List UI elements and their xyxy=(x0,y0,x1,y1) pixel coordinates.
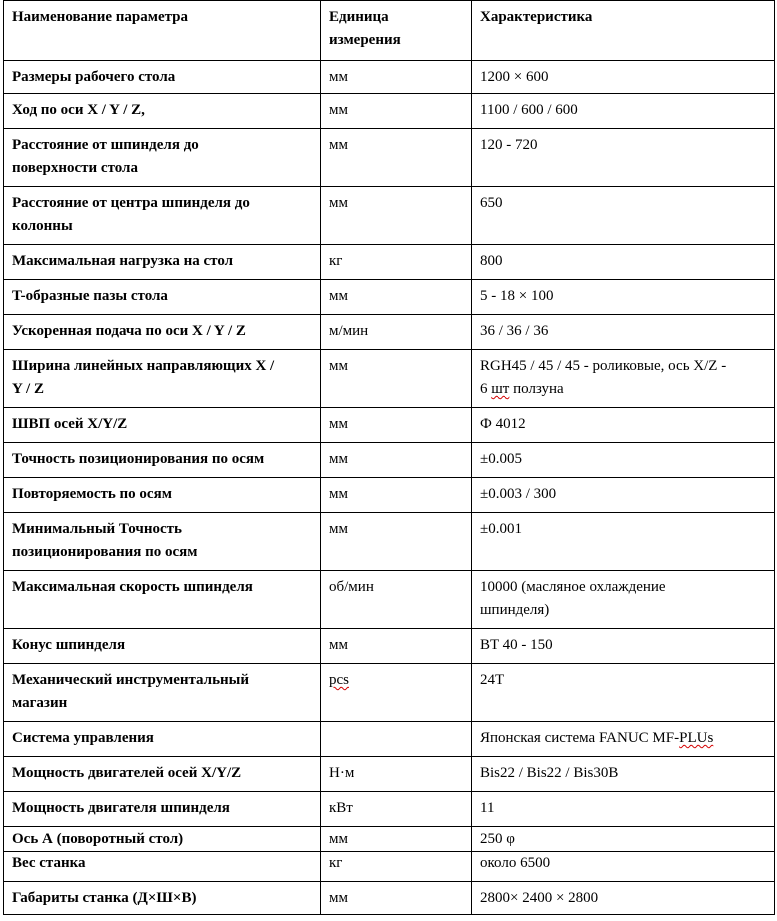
value-cell: около 6500 xyxy=(472,852,775,882)
value-cell: 120 - 720 xyxy=(472,129,775,187)
value-line1: RGH45 / 45 / 45 - роликовые, ось X/Z - xyxy=(480,358,727,374)
table-row xyxy=(4,513,775,571)
unit-cell: мм xyxy=(321,350,472,408)
param-cell: Ход по оси X / Y / Z, xyxy=(4,94,321,129)
unit-cell: кВт xyxy=(321,792,472,827)
table-row xyxy=(4,129,775,187)
unit-cell: мм xyxy=(321,280,472,315)
value-cell: 2800× 2400 × 2800 xyxy=(472,882,775,915)
param-cell: Точность позиционирования по осям xyxy=(4,443,321,478)
value-cell: 36 / 36 / 36 xyxy=(472,315,775,350)
value-cell xyxy=(472,350,775,408)
param-cell: Конус шпинделя xyxy=(4,629,321,664)
table-row xyxy=(4,94,775,129)
table-row xyxy=(4,350,775,408)
table-row xyxy=(4,408,775,443)
value-cell: 5 - 18 × 100 xyxy=(472,280,775,315)
param-cell: Габариты станка (Д×Ш×В) xyxy=(4,882,321,915)
header-unit-line2: измерения xyxy=(329,32,401,48)
unit-cell: мм xyxy=(321,827,472,852)
unit-cell: мм xyxy=(321,513,472,571)
table-row xyxy=(4,187,775,245)
table-row xyxy=(4,245,775,280)
unit-cell: мм xyxy=(321,443,472,478)
spelling-flag: PLUs xyxy=(679,730,714,746)
table-row xyxy=(4,852,775,882)
value-cell: 800 xyxy=(472,245,775,280)
value-line2-c: ползуна xyxy=(509,381,564,397)
param-line1: Механический инструментальный xyxy=(12,672,250,688)
table-row xyxy=(4,478,775,513)
param-cell: Мощность двигателей осей X/Y/Z xyxy=(4,757,321,792)
value-cell xyxy=(472,722,775,757)
unit-cell: мм xyxy=(321,478,472,513)
value-cell: ±0.003 / 300 xyxy=(472,478,775,513)
header-param: Наименование параметра xyxy=(4,1,321,61)
spelling-flag: шт xyxy=(491,381,510,397)
unit-cell: Н·м xyxy=(321,757,472,792)
unit-cell: мм xyxy=(321,408,472,443)
unit-cell: кг xyxy=(321,852,472,882)
table-row xyxy=(4,664,775,722)
unit-cell: мм xyxy=(321,61,472,94)
unit-cell: мм xyxy=(321,187,472,245)
value-line2: шпинделя) xyxy=(480,602,550,618)
value-cell: 1200 × 600 xyxy=(472,61,775,94)
unit-cell: м/мин xyxy=(321,315,472,350)
unit-cell: кг xyxy=(321,245,472,280)
unit-cell xyxy=(321,664,472,722)
header-unit xyxy=(321,1,472,61)
param-line2: колонны xyxy=(12,218,73,234)
table-row xyxy=(4,827,775,852)
value-cell: ±0.001 xyxy=(472,513,775,571)
value-line1: 10000 (масляное охлаждение xyxy=(480,579,666,595)
param-cell xyxy=(4,350,321,408)
param-line1: Минимальный Точность xyxy=(12,521,182,537)
value-cell: 1100 / 600 / 600 xyxy=(472,94,775,129)
param-cell: Ускоренная подача по оси X / Y / Z xyxy=(4,315,321,350)
param-cell: T-образные пазы стола xyxy=(4,280,321,315)
param-line2: позиционирования по осям xyxy=(12,544,198,560)
table-row xyxy=(4,629,775,664)
unit-cell: мм xyxy=(321,882,472,915)
table-header-row xyxy=(4,1,775,61)
value-cell: 250 φ xyxy=(472,827,775,852)
param-line2: поверхности стола xyxy=(12,160,138,176)
unit-cell: об/мин xyxy=(321,571,472,629)
param-line1: Расстояние от шпинделя до xyxy=(12,137,199,153)
unit-cell: мм xyxy=(321,129,472,187)
header-unit-line1: Единица xyxy=(329,9,389,25)
param-cell: Ось А (поворотный стол) xyxy=(4,827,321,852)
unit-cell xyxy=(321,722,472,757)
param-cell xyxy=(4,187,321,245)
value-cell: Bis22 / Bis22 / Bis30B xyxy=(472,757,775,792)
table-row xyxy=(4,722,775,757)
value-cell xyxy=(472,571,775,629)
table-row xyxy=(4,61,775,94)
value-text: Японская система FANUC MF- xyxy=(480,730,680,746)
table-row xyxy=(4,443,775,478)
param-cell: Повторяемость по осям xyxy=(4,478,321,513)
param-cell xyxy=(4,129,321,187)
value-cell: BT 40 - 150 xyxy=(472,629,775,664)
param-line1: Расстояние от центра шпинделя до xyxy=(12,195,250,211)
value-cell: 11 xyxy=(472,792,775,827)
param-cell: Максимальная скорость шпинделя xyxy=(4,571,321,629)
table-row xyxy=(4,315,775,350)
header-value: Характеристика xyxy=(472,1,775,61)
param-cell: Система управления xyxy=(4,722,321,757)
table-row xyxy=(4,280,775,315)
param-cell: Максимальная нагрузка на стол xyxy=(4,245,321,280)
value-line2-a: 6 xyxy=(480,381,492,397)
spelling-flag: pcs xyxy=(329,672,349,688)
param-line2: Y / Z xyxy=(12,381,44,397)
value-cell: ±0.005 xyxy=(472,443,775,478)
value-cell: 24T xyxy=(472,664,775,722)
param-cell: ШВП осей X/Y/Z xyxy=(4,408,321,443)
unit-cell: мм xyxy=(321,629,472,664)
value-cell: Ф 4012 xyxy=(472,408,775,443)
table-row xyxy=(4,882,775,915)
param-line1: Ширина линейных направляющих X / xyxy=(12,358,275,374)
param-cell: Размеры рабочего стола xyxy=(4,61,321,94)
param-cell: Мощность двигателя шпинделя xyxy=(4,792,321,827)
spec-table xyxy=(3,0,775,915)
value-cell: 650 xyxy=(472,187,775,245)
table-row xyxy=(4,792,775,827)
param-cell xyxy=(4,513,321,571)
table-row xyxy=(4,571,775,629)
unit-cell: мм xyxy=(321,94,472,129)
param-cell: Вес станка xyxy=(4,852,321,882)
param-line2: магазин xyxy=(12,695,68,711)
param-cell xyxy=(4,664,321,722)
table-row xyxy=(4,757,775,792)
